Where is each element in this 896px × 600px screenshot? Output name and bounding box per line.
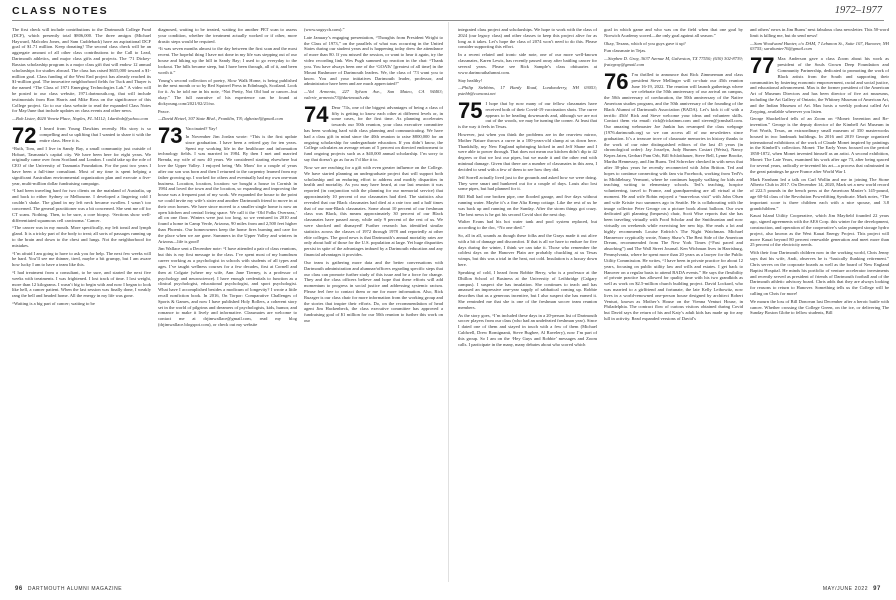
paragraph: (www.sogsych.com).” [304,27,345,32]
paragraph: integrated class project and scholarships. We hope to work with the class of 2024 (our legacy class) and other classes to keep this project alive for as long as it takes. Let’s hope the class of 2074 won’t need to do this. Please consider supporting this effort. [458,27,597,50]
class-note-block [604,72,743,324]
paragraph: Vaccinated? Yay! [185,126,218,132]
paragraph: Fun classmate in Tejas. [604,48,647,54]
column-2 [158,27,297,581]
class-year-numeral: 73 [158,126,183,149]
column-6 [750,27,889,581]
section-title: CLASS NOTES [12,5,109,17]
paragraph: Stay healthy! [458,77,483,83]
paragraph: “It was seven months almost to the day between the first scan and the most recent. The hopeful thing I have not done in my life was stepping out of our house and hiking up the hill in Sandy Bay; I used to go everyday to the lookout. The hills became steep, but I have been through, all of it, and been worth it.” [158,46,297,75]
class-note-block [12,126,151,146]
paragraph: However, just when you think the problems are in the rearview mirror, Mother Nature throws a curve in a 100-years-old slump at us down here. Thankfully, my New England upbringing kicked in and Jeff Shane and I were able to power through. That does not mean our kitchen didn’t dip to 42 degrees or that we lost our pipes, but we made it and the other end with minimal damage. Given that there are a number of classmates in this area, I decided to send with a few of them to see how they did. [458,132,597,172]
class-secretary-signature: —Sam Woodward Hunter, c/o DAM, 7 Lebanon St., Suite 107, Hanover, NH 03755; sarahunter76@gmail.com [750,40,889,52]
header-rule [12,20,884,21]
paragraph: The first check will include contributions to the Dartmouth College Fund (DCF), which presently total $806,000. The three amigos (Michael Hayward, Malcolm Jones, and Sam Cuddeback) have an aspirational DCF goal of $1.71 million. Keep donating! The second class check will be an aggregate amount of all other class contributions to the Call to Lead, Dartmouth athletics, and major class gifts and projects. The ’71 Dickey-Rassias scholarship program is a major class gift that will endow 12 annual scholarships for studies abroad. The class has raised $655,000 toward a $1-million goal. Class funding of the West End project has already reached its $1-million goal. The innovative neighborhood fields for Tuck and Thayer is the named “The Class of 1971 Emerging Technologies Lab.” A video will be posted to our class website, 1971.dartmouth.org, that will include testimonials from Ron Harris and Mike Ross on the significance of this College project. Go to our class website to read the expanded Class Notes for May/June that include updates on class events and other news. [12,27,151,114]
class-note-block [750,56,889,116]
class-year-numeral: 74 [304,104,329,127]
paragraph: goal in which game and who was on the field when that one goal by Norwich Academy scored—the only goal against all season.” [604,27,743,38]
paragraph: “The cancer was in my mouth. More specifically, my left tonsil and lymph gland. It is a tricky part of the body to treat; all sorts of passages running up to the brain and down to the chest and lungs. Not the neighborhood for mistakes. [12,225,151,248]
column-3 [304,27,443,581]
paragraph: Peace. [158,108,170,114]
paragraph: As the story goes, “I’m included these days in a 20-person list of Dartmouth soccer players from our class (who had an undefeated freshman year). Since I dated one of them and stayed in touch with a few of them (Michael Caldwell, Drew Romignanti, Steve Bugbee, Al Ravelery), now I’m part of this group. So I am on the ‘Hey Guys and Robbie’ messages and Zoom calls. I participate in the many, many debates about who scored which [458,312,597,347]
paragraph: I heard from Young Dawkins recently. His story is so compelling and so uplifting that I wanted to share it with the entire class. Here it is. [39,126,151,143]
class-secretary-signature: —Stephen D. Gray, 3637 Avenue M, Galveston, TX 77550; (630) 302-8739; frategray@gmail.com [604,56,743,68]
class-years-range: 1972–1977 [834,5,882,16]
footer-left [12,586,122,592]
issue-date: MAY/JUNE 2022 [822,586,869,592]
paragraph: diagnosed, waiting to be treated, waiting for another PET scan to assess your condition, whether the treatment actually worked or if other, more drastic steps would be required. [158,27,297,44]
paragraph: Late January’s engaging presentation, “Thoughts from President Wright to the Class of 1973,” on the parallels of what was occurring in the United States during our student years and is happening today drew the attendance of more than 80. If you missed the session, or want to hear it again, try the video recording link. Wes Pugh summed up reaction in the chat: “Thank you. You have always been one of the ‘GOATs’ [greatest of all time] in the Mount Rushmore of Dartmouth leaders. We, the class of ’73 want you to know. You and your initiatives Dartmouth leader, professor, and administrator have been and are much appreciated!” [304,34,443,87]
class-year-numeral: 77 [750,56,775,79]
paragraph: Kauai Island Utility Cooperative, which Jim Mayfield founded 22 years ago, signed agreements with the AES Corp. this winter for the development, construction, and operation of the cooperative’s solar pumped storage hydro project, also known as the West Kauai Energy Project. This project will move Kauai beyond 80 percent renewable generation and meet more than 25 percent of the electricity needs. [750,213,889,248]
paragraph: I’m thrilled to announce that Rick Zimmerman and class president Steve Mellinger will co-chair our 45th reunion June 16-19, 2022. The reunion will launch gatherings where we celebrate the 50th anniversary of our arrival on campus, the 50th anniversary of coeducation, the 50th anniversary of the Native American studies program, and the 50th anniversary of the founding of the Black Alumni of Dartmouth Association (BADA). Let’s kick it off with a terrific 45th! Rick and Steve welcome your ideas and volunteer skills. Contact them via email: rick@rickzimm.com and steven@jcmshall.com. Our amazing webmaster Joe Junkin has revamped the class webpage (1976.dartmouth.org) so we can access all of our newsletters since graduation. It’s a treasure trove of classmate memories in history thanks to the work of our nine distinguished editors of the last 45 years (in chronological order): Jay Josselyn, Judy Bunnes Costart (Weiss), Nancy Kepes Jaten, Gerhart Pam Orb, Bill Schlotthauer, Steve Bell, Lynne Brooke, Martha Hennessey, and Jim Burns. Ted Schrecker checked in with news that after 30-plus years he recently reconnected with John Britton. Ted and hopes to continue connecting with fam via Facebook, working from TedVs in Middlebury, Vermont, where he continues happily walking for kids and teaching writing to elementary schools. Ted’s teaching, hospice volunteering, travel to France, and grandparenting are all virtual at the moment. He and wife Robin enjoyed a “marvelous visit” with John Olsen and wife Kristie two summers ago in Seattle. He is collaborating with the image collector Peter George on a picture book about balloon. Our own dedicated gift planning (bequests) chair, Scott Wise reports that she has been traveling virtually with Food Scholar and the Smithsonian and now virtually on weekends while exercising her new hip. She reads a lot and highly recommends Louise Erdrich’s The Night Watchman. Michael Hannevorr cryptically wrote, Nancy Shaw’s The Best Side of the American Dream, recommended from The New York Times (“Fast paced and absorbing”) and The Wall Street Journal. Ken Wichman lives in Harrisburg, Pennsylvania, where he spent more than 20 years as a lawyer for the Public Utility Commission. He writes, “I have been in private practice for about 12 years, focusing on public utility law and wills and estates. I get back to Hanover on a regular basis to attend BADA events.” He says the flexibility of private practice has allowed for quality time with his two grandkids as well as work on $2.5-million church building project. David Lockard, who was married to a girlfriend and fortunate, the late Kelly Leibowitz, now lives in a world-renowned one-person house designed by architect Robert Venturi, known as Mother’s House on the Vienna Venturi House, in Philadelphia. The contract flow of curious visitors obtained during Covid but David says the return of his and Katy’s adult kids has made up for any lull in activity. Read expanded versions of David’s [604,71,743,321]
paragraph: Max Anderson gave a class Zoom about his work as president of the Souls Grown Deep Foundation and Community Partnership, dedicated to promoting the work of Black artists from the South and supporting their communities by fostering economic empowerment, racial and social justice, and educational advancement. Max is the former president of the American Art of Museum Directors and has been director of five art museums, including the Art Gallery of Ontario, the Whitney Museum of American Art, and the Indian Museum of Art. Max hosts a weekly podcast called Art Zoyping, available wherever you listen. [750,56,889,114]
paragraph: “I’m afraid I am going to have to ask you for help. The next few weeks will be hard. You’ll see me thinner, tired, maybe a bit grumpy, but I am aware how lucky I am to have a team like this. [12,250,151,268]
page-number-right: 97 [873,586,881,592]
paragraph: and others’ news in Jim Burns’ next fabulous class newsletter. This 50-word limit is killing me, but do send news! [750,27,889,38]
class-year-numeral: 72 [12,126,37,146]
class-secretary-signature: —Val Armento, 227 Sylvan Ave., San Mateo, CA 94403; valerie_armento73@dartmouth.edu [304,89,443,100]
page-gutter [448,22,449,582]
class-year-numeral: 75 [458,100,483,123]
paragraph: Now we are reaching for a gift with even greater influence on the College. We have started planning an undergraduate project that will support both scholarship and an enduring effort to address and modify disparities in health and mortality. As you may have heard, at our last reunion it was reported (in conjunction with the planning for our memorial service) that approximately 10 percent of our classmates had died. The statistics also revealed that our Black classmates had died at a rate two and a half times that of our non-Black classmates. Some about 10 percent of our freshman class was Black, this means approximately 30 percent of our Black classmates have passed away, while only 9 percent of the rest of us. We were shocked and dismayed! Further research has identified similar statistics across the classes of 1972 through 1978 and reportedly at other elite colleges. The good news is that Dartmouth’s annual mortality rates are only about half of those for the U.S. population at large. Yet huge disparities persist in spite of the advantages imbued by a Dartmouth education and any financial advantages it provides. [304,164,443,258]
paragraph: Dear ’74s, one of the biggest advantages of being a class of fifty is getting to know each other at different levels or, in some cases, for the first time. As planning accelerates towards our 50th reunion, your class executive committee has been working hard with class planning and communicating. We have had a class gift in mind since the 40th reunion to raise $800,000 for an ongoing scholarship for undergraduate education. If you didn’t know, the College calculates an average return of 5 percent on directed endowment to fund ongoing projects such as a $40,000 annual scholarship. I’m sorry to say that doesn’t go as far as I’d like it to. [304,104,443,163]
class-secretary-signature: —Bob Lister, 4020 Venetz Place, Naples, FL 34112; 1dartbob@yahoo.com [12,116,149,122]
paragraph: We mourn the loss of Bill Donovan last December after a heroic battle with cancer. Whether crossing the College Green, on the ice, or delivering The Sunday Boston Globe to fellow students, Bill [750,298,889,316]
magazine-name: DARTMOUTH ALUMNI MAGAZINE [27,586,123,592]
class-note-block [458,101,597,132]
paragraph: Young’s second collection of poetry, Slow Walk Home, is being published in the next month or so by Red Squirrel Press in Edinburgh, Scotland. Look for it. As he told me in his note, “Not Pretty, Not Old bad or cancer...but okay.” The full narrative of his experience can be found at dickyoung.com/2021/02/21/no. [158,77,297,106]
paragraph: In a recent related and ironic side note, one of our more well-known classmates, Karen Lewis, has recently passed away after battling cancer for several years. Please see Rick Sample’s class obituaries at www.dartmouthalumni.com. [458,52,597,75]
paragraph: George Shackelford tells of an Zoom on “Monet: Invention and Re-invention.” George is the deputy director of the Kimbell Art Museum in Fort Worth, Texas, an extraordinary small museum of 350 masterworks housed in two landmark buildings. In 2016 and 2019 George organized international exhibitions of the work of Claude Monet inspired by paintings in the Kimbell’s collection. Monet: The Early Years focused on the period 1858-1872, when Monet invented himself as an artist. A second exhibition, Monet: The Late Years, examined his work after age 73, after being spaced for several years, radically re-invented his art—a process that culminated in the great paintings he gave France after World War I. [750,116,889,174]
column-5 [604,27,743,581]
paragraph: “I had been traveling hard for two clients on the mainland of Australia, up and back to either Sydney or Melbourne. I developed a lingering cold I couldn’t shake. The gland in my left neck became swollen. I wasn’t too concerned. The general practitioner was a bit concerned. She sent me off for CT scans. Nothing. Then, to be sure, a core biopsy. ‘Sections show well-differentiated squamous cell carcinoma.’ Cancer. [12,188,151,223]
paragraph: So, all in all, sounds as though these folks and the Grays made it out alive with a bit of damage and discomfort. If that is all we have to endure for five days during the winter, I think we can take it. Those who remember the coldest days on the Hanover Plain are probably chuckling at us Texas wimps, but this was a trial in the heat, not cold. Insulation is a luxury down here. [458,233,597,268]
paragraph: Speaking of cold, I heard from Robbie Berry, who is a professor at the Dhillon School of Business at the University of Lethbridge (Calgary campus). I suspect she has insulation. She continues to teach and has amassed an impressive one-year supply of sabbatical coming up. Robbie describes that as a generous incentive, but I also suspect she has earned it. She reminded me that she is one of the freshman soccer team reunion members. [458,269,597,310]
class-secretary-signature: —David Hetzel, 307 State Blvd., Franklin, TN; dghetzel@gmail.com [158,116,283,122]
paragraph: Jeff Sorrell actually lived just to the grounds and asked how we were doing. They were smart and hunkered out for a couple of days. Louis also lost some pipes, but had planned for it. [458,174,597,192]
column-1 [12,27,151,581]
paragraph: In November Jim Jordan wrote: “This is the first update since graduation. I have been a retired guy for ten years. Spent my working life in the healthcare and information technology fields. I was married in 1984. By then I met and married Brenda, my wife of now 40 years. We considered starting elsewhere but love the Upper Valley. I enjoyed being ‘Mr. Mom’ for a couple of years after our son was born and then I returned to the carpentry learned from my father growing up. I worked for others and eventually had my own one-man business. Location, location, location: we bought a house in Cornish in 1984 and loved the town and the location, so expanding and improving the house was a frequent part of my work. We expanded the house to the point we could invite my wife’s sister and another Dartmouth friend to move in at their own homes. We have since moved to a smaller single home is now an open kitchen and central living space. We call it the ‘Old Folks Overseas,’ all on one floor. Winters were just too long, so we ventured in 2010 and found a home in Camp Verde, Arizona, 90 miles from and 2,500 feet higher than Phoenix. Our homeowners keep the home fires burning and care for the place when we are gone. Summers in the Upper Valley and winters in Arizona—life is good! [158,134,297,244]
paragraph: Okay, Texans, which of you guys gave it up? [604,40,686,46]
paragraph: Our team is gathering more data and the better conversations with Dartmouth administration and alumnae/officers regarding specific steps that our class can promote further study of this issue and be a force for change. They and the class officers believe and hope that these efforts will add momentum to progress in social justice and addressing systemic racism. Please feel free to contact them or me for more information. Also, Rick Ruzzger is our class chair for more information from the working group and the stories that inspire their efforts. Do, on the recommendation of head agent Jim Hackenbeck, the class executive committee has approved a fundraising goal of $1 million for our 50th reunion to further this work on our [304,259,443,323]
paragraph: I hope that by now many of our fellow classmates have received both of their Covid-19 vaccination shots. The curve appears to be heading downwards and, although we are not out of the woods, we may be turning the corner. At least that is the way it feels in Texas. [458,100,597,130]
paragraph: Bill Hall had one broken pipe, one flooded garage, and five days without running water. Maybe it’s a fine Alta Kemp cottage. Like the rest of us he was back up and running on the Sunday. After the storm things got crazy. The best news is he got his second Covid shot the next day. [458,194,597,217]
page-header [0,0,896,22]
paragraph: With their four Dartmouth children now in the working world, Chris Jenny says that his wife, Andi, observes he is “basically flunking retirement.” Chris serves on the corporate boards as well as the board of New England Baptist Hospital. He minds his portfolio of venture accelerator investments and recently served as president of friends of Dartmouth football and of the Dartmouth athletic advisory board. Chris adds that they are always looking for reasons to return to Hanover. Something tells us the College will be calling on Chris for more! [750,250,889,296]
paragraph: “I had treatment from a consultant, to be sure, and started the next five weeks with treatments. I was frightened. I lost track of time. I lost weight, more than 12 kilograms. I wasn’t big to begin with and now I began to look like hell, a cancer patient. When the last session was finally done, I weakly rang the bell and headed home. All the energy in my life was gone. [12,270,151,299]
paragraph: Walter Evans had his hot water tank and pool system replaced, but according to the doc, “No one died.” [458,219,597,231]
class-year-numeral: 76 [604,71,629,94]
paragraph: Mark Farnham led a talk on Carl Wollin and me in joining The Stone Alberto Club in 2017. On December 14, 2020, Mark set a new world record of 222.5 pounds in the bench press at the American Master’s 145-pound, age 60-64 class of the Revolution Powerlifting Syndicate. Mark notes, “The important score is three children each with a nice spouse, and 3.8 grandchildren.” [750,176,889,211]
class-note-block [304,105,443,165]
paragraph: Jim Wallace sent a December note: “I have attended a pair of class reunions, but this is my first message to the class. I’ve spent most of my humdrum career working as a psychologist in schools with students of all types and ages. I’ve taught wellness courses for a few decades, first at Cornell and then at Colgate (where my wife, Ann Jane Tierney, is a professor of psychology and neuroscience). I have enough credentials to function as a clinical psychologist, educational psychologist, and sport psychologist. What have I accomplished besides a modicum of longevity? I wrote a little recall nonfiction book. In 2016, On Torpor: Comparative Challenges of Sports & Games, and now I have published Holy Rollers, a coherent story set in the world of pilgrims and dreamers of psychologists, kids, humor, and romance to make it lively and informative. Classmates are welcome to contact me at drjimwallace@gmail.com, read my blog (drjimwallace.blogspot.com), or check out my website [158,246,297,327]
paragraph: “Waiting is a big part of cancer; waiting to be [12,301,95,307]
column-4 [458,27,597,581]
paragraph: “Ruth, Tom, and I live in Sandy Bay, a small community just outside of Hobart, Tasmania’s capital city. We have been here for eight years. We originally came over from Scotland and London. I could take up the role of CEO of the University of Tasmania Foundation. For the past two years I have been a full-time consultant. Most of my time is spent helping a significant Australian environmental organization plan and execute a five-year, multi-million dollar fundraising campaign. [12,145,151,186]
footer-right [823,586,884,592]
page-number-left: 96 [15,586,23,592]
class-secretary-signature: —Philip Stebbins, 17 Hardy Road, Londonderry, NH 03053; pstebb@comcast.net [458,85,597,97]
class-note-block [158,126,297,246]
